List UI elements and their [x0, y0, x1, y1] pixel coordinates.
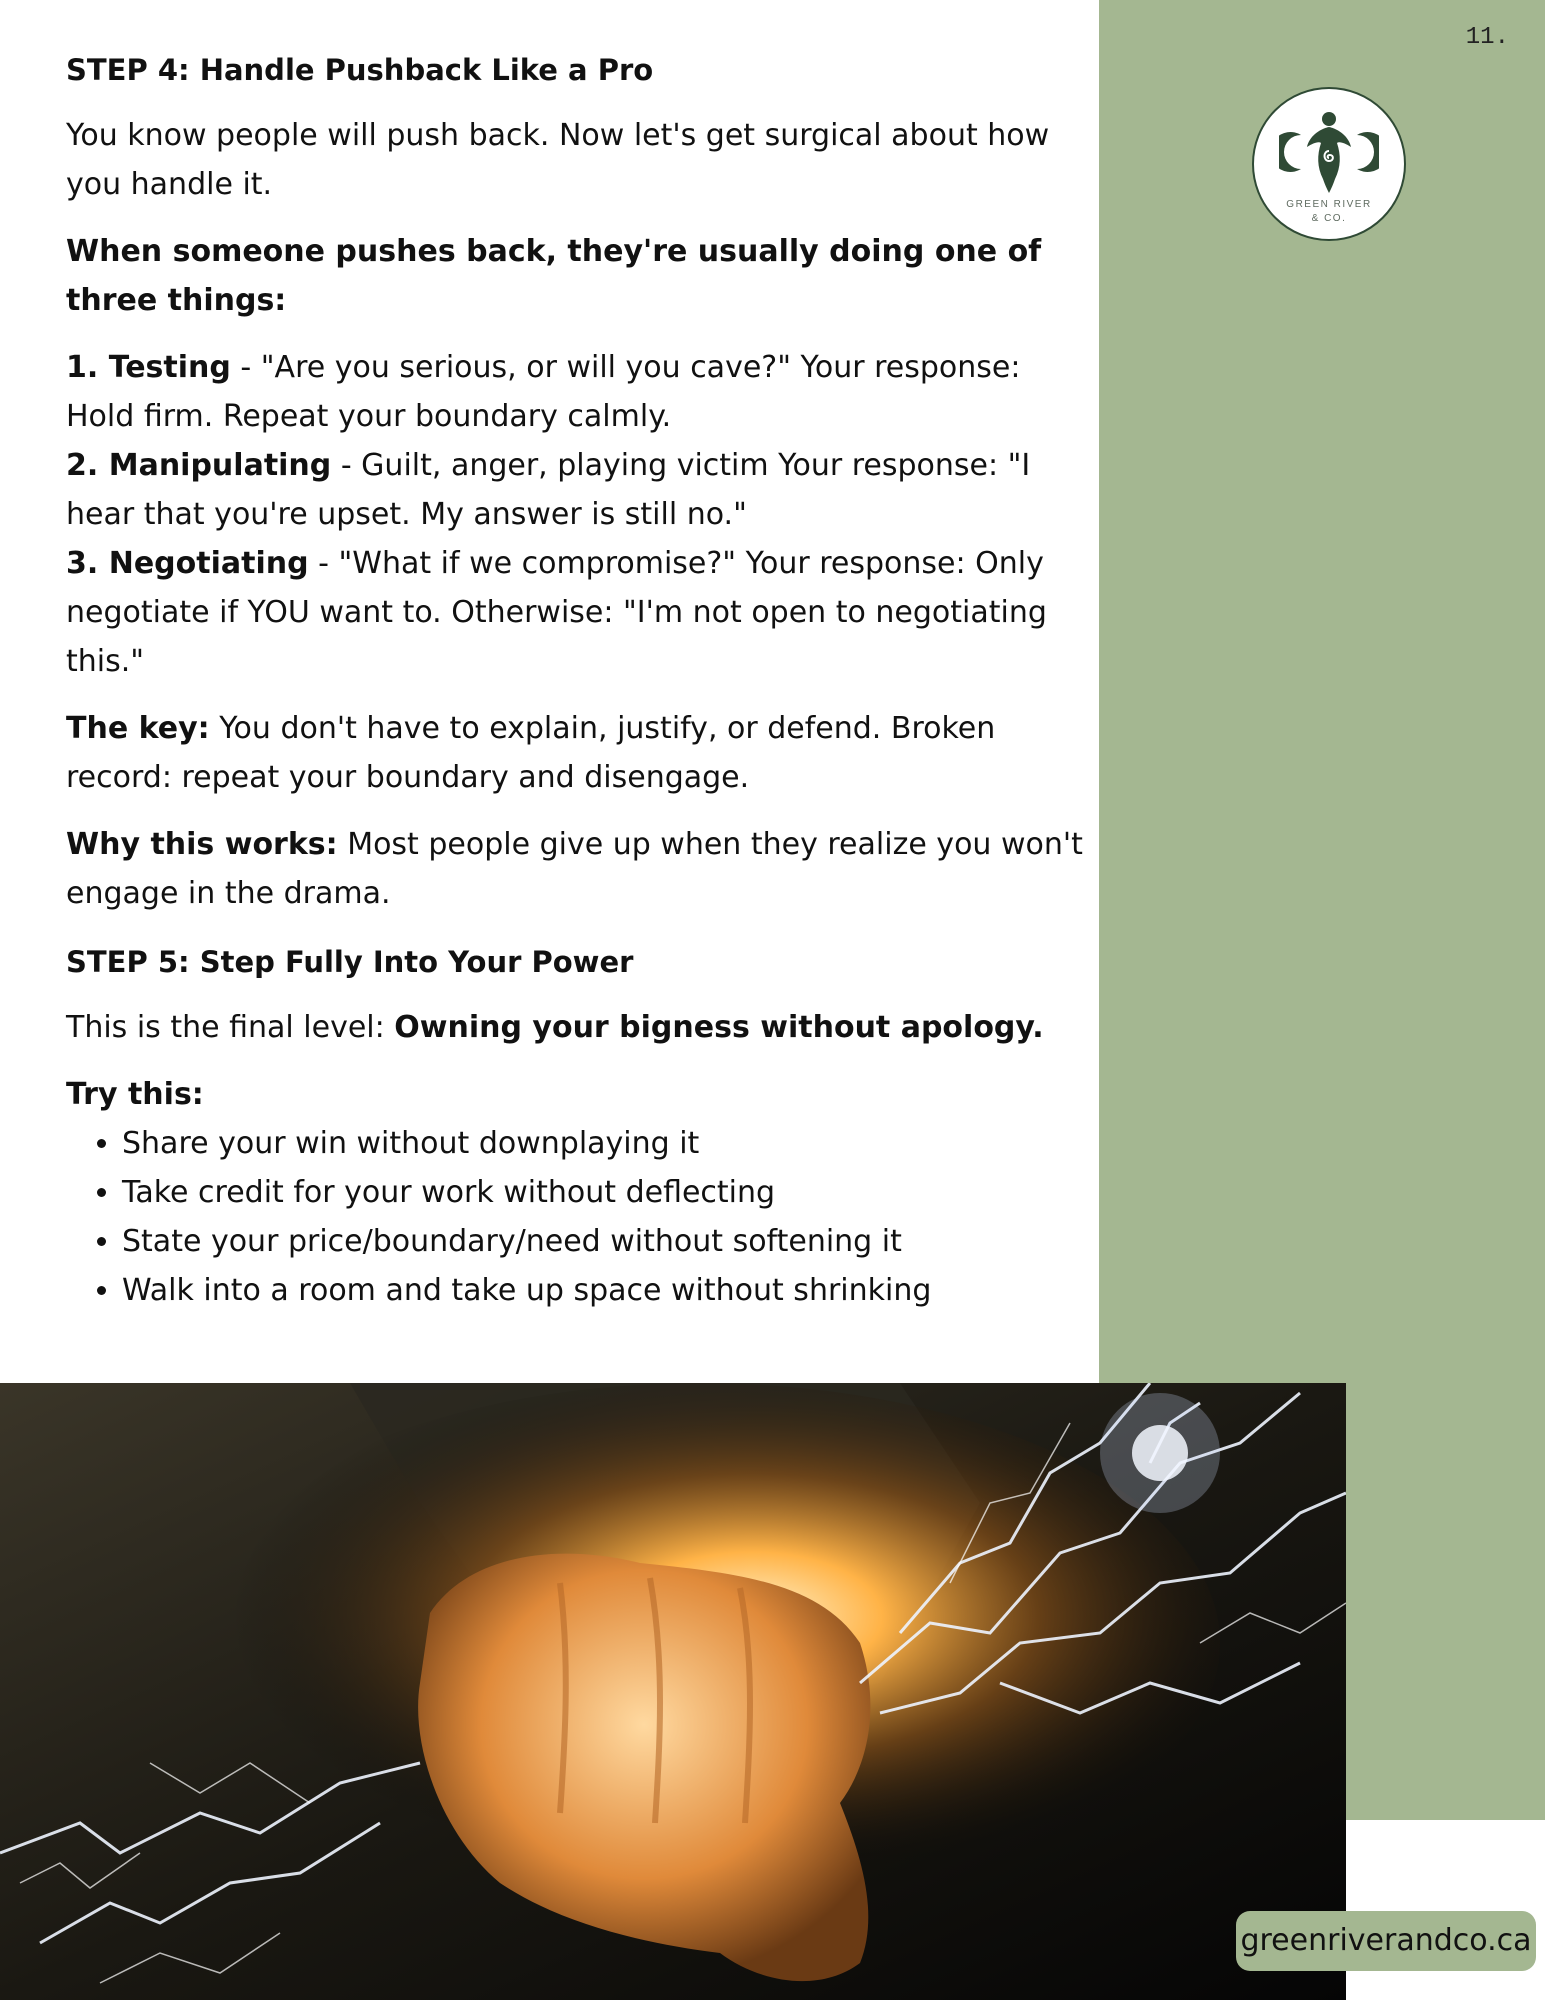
step5-intro-text: This is the final level:: [66, 1010, 395, 1045]
main-content: [66, 48, 1086, 1315]
why-text: Most people give up when they realize you won't engage in the drama.: [66, 827, 1083, 911]
list-item: • Take credit for your work without deflecting: [122, 1168, 1086, 1217]
step5-intro: [66, 1003, 1086, 1052]
step4-intro: You know people will push back. Now let's get surgical about how you handle it.: [66, 118, 1050, 202]
list-item: • Share your win without downplaying it: [122, 1119, 1086, 1168]
step4-heading: STEP 4: Handle Pushback Like a Pro: [66, 53, 654, 87]
key-label: The key:: [66, 711, 210, 746]
lightning-fist-photo: [0, 1383, 1346, 2000]
pushback-item-testing: [66, 343, 1086, 441]
key-paragraph: [66, 704, 1086, 802]
brand-logo: [1252, 87, 1406, 241]
pushback-item-negotiating: [66, 539, 1086, 686]
logo-text-line2: & CO.: [1311, 213, 1347, 224]
website-url[interactable]: greenriverandco.ca: [1236, 1911, 1536, 1971]
step5-heading: STEP 5: Step Fully Into Your Power: [66, 945, 634, 979]
pushback-item-text: - "Are you serious, or will you cave?" Your response: Hold firm. Repeat your boundary calmly.: [66, 350, 1021, 434]
step5-intro-bold: Owning your bigness without apology.: [394, 1010, 1044, 1045]
pushback-item-text: - Guilt, anger, playing victim Your response: "I hear that you're upset. My answer is still no.": [66, 448, 1031, 532]
try-this-list: [66, 1119, 1086, 1315]
pushback-item-label: 3. Negotiating: [66, 546, 309, 581]
logo-text-line1: GREEN RIVER: [1286, 199, 1372, 210]
list-item: • Walk into a room and take up space without shrinking: [122, 1266, 1086, 1315]
why-paragraph: [66, 820, 1086, 918]
pushback-item-label: 2. Manipulating: [66, 448, 332, 483]
pushback-item-text: - "What if we compromise?" Your response: Only negotiate if YOU want to. Otherwise: "I'm not open to negotiating this.": [66, 546, 1047, 679]
list-item: • State your price/boundary/need without softening it: [122, 1217, 1086, 1266]
page-number: 11.: [1465, 24, 1509, 51]
pushback-item-manipulating: [66, 441, 1086, 539]
try-this-label: Try this:: [66, 1077, 204, 1112]
step4-subheading: When someone pushes back, they're usually doing one of three things:: [66, 234, 1042, 318]
why-label: Why this works:: [66, 827, 338, 862]
key-text: You don't have to explain, justify, or defend. Broken record: repeat your boundary and disengage.: [66, 711, 996, 795]
pushback-item-label: 1. Testing: [66, 350, 231, 385]
goddess-moon-icon: [1279, 107, 1379, 197]
